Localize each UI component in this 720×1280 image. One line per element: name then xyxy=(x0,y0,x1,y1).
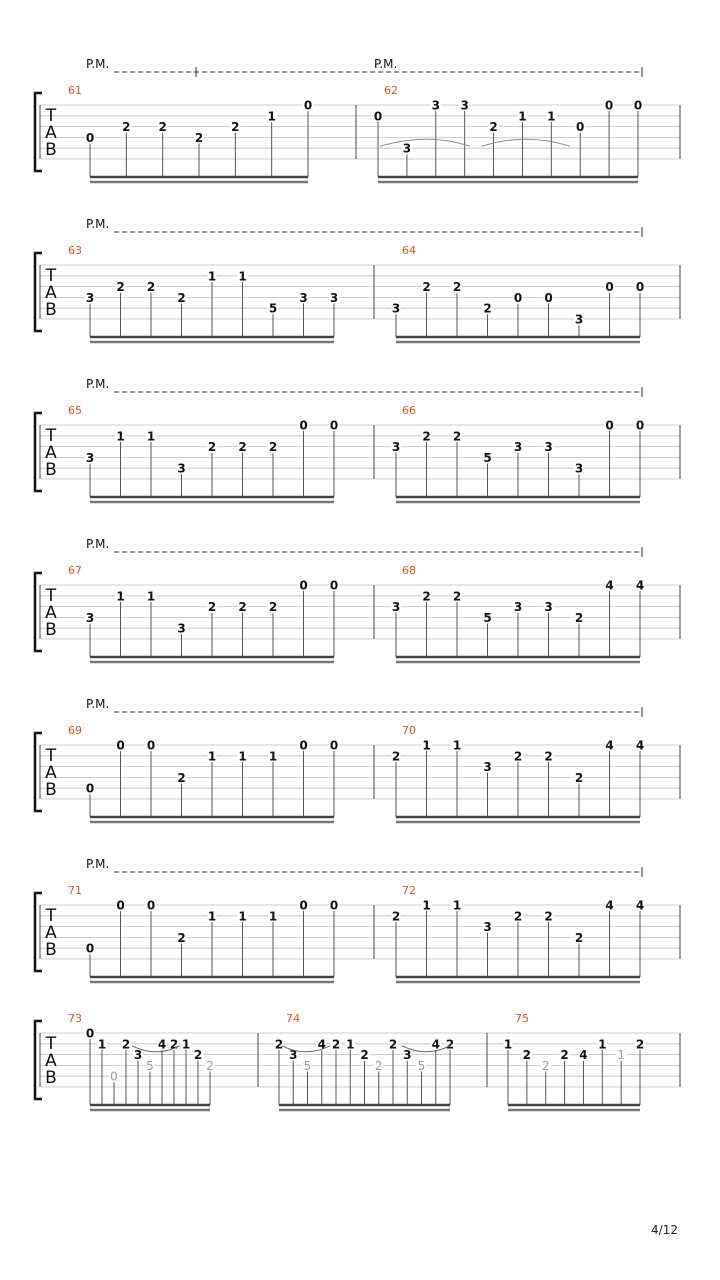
fret-number: 2 xyxy=(513,909,523,924)
fret-number: 3 xyxy=(460,98,469,113)
fret-number: 0 xyxy=(110,1069,118,1084)
tab-clef-letter: A xyxy=(45,443,57,463)
fret-number: 2 xyxy=(574,930,584,945)
fret-number: 2 xyxy=(445,1037,455,1052)
fret-number: 0 xyxy=(299,418,308,433)
measure-number: 72 xyxy=(402,884,416,897)
page-number: 4/12 xyxy=(651,1223,678,1237)
fret-number: 2 xyxy=(513,749,523,764)
fret-number: 2 xyxy=(206,1058,214,1073)
palm-mute-label: P.M. xyxy=(86,377,110,391)
fret-number: 3 xyxy=(391,440,401,455)
fret-number: 2 xyxy=(207,440,217,455)
tab-clef-letter: A xyxy=(45,763,57,783)
fret-number: 0 xyxy=(85,781,95,796)
fret-number: 4 xyxy=(605,578,614,593)
measure-number: 75 xyxy=(515,1012,529,1025)
fret-number: 3 xyxy=(177,621,186,636)
fret-number: 2 xyxy=(489,120,498,135)
tab-clef-letter: A xyxy=(45,123,57,143)
measure-number: 64 xyxy=(402,244,416,257)
fret-number: 1 xyxy=(452,738,462,753)
fret-number: 1 xyxy=(346,1037,355,1052)
fret-number: 4 xyxy=(317,1037,326,1052)
fret-number: 3 xyxy=(574,312,584,327)
fret-number: 2 xyxy=(122,120,131,135)
fret-number: 4 xyxy=(635,578,645,593)
fret-number: 2 xyxy=(193,1048,203,1063)
tab-clef-letter: T xyxy=(45,1034,57,1054)
fret-number: 3 xyxy=(85,290,95,305)
fret-number: 0 xyxy=(635,418,645,433)
fret-number: 4 xyxy=(579,1048,588,1063)
fret-number: 1 xyxy=(518,109,527,124)
fret-number: 2 xyxy=(268,440,278,455)
fret-number: 4 xyxy=(157,1037,167,1052)
fret-number: 3 xyxy=(544,600,553,615)
fret-number: 2 xyxy=(274,1037,284,1052)
fret-number: 2 xyxy=(544,909,553,924)
fret-number: 4 xyxy=(431,1037,440,1052)
measure-number: 67 xyxy=(68,564,82,577)
palm-mute-label: P.M. xyxy=(86,857,110,871)
tab-clef-letter: T xyxy=(45,906,57,926)
tab-clef-letter: A xyxy=(45,923,57,943)
fret-number: 0 xyxy=(329,898,339,913)
fret-number: 1 xyxy=(452,898,462,913)
fret-number: 0 xyxy=(635,280,645,295)
fret-number: 2 xyxy=(207,600,217,615)
fret-number: 0 xyxy=(576,120,585,135)
fret-number: 2 xyxy=(574,610,584,625)
tab-clef-letter: T xyxy=(45,266,57,286)
fret-number: 2 xyxy=(560,1048,569,1063)
fret-number: 1 xyxy=(238,749,247,764)
measure-number: 68 xyxy=(402,564,416,577)
fret-number: 2 xyxy=(635,1037,645,1052)
fret-number: 2 xyxy=(522,1048,532,1063)
tab-clef-letter: T xyxy=(45,106,57,126)
fret-number: 4 xyxy=(635,738,645,753)
fret-number: 1 xyxy=(422,898,431,913)
fret-number: 5 xyxy=(268,301,278,316)
measure-number: 71 xyxy=(68,884,82,897)
fret-number: 0 xyxy=(303,98,313,113)
fret-number: 3 xyxy=(483,760,492,775)
fret-number: 0 xyxy=(146,898,156,913)
fret-number: 2 xyxy=(422,589,431,604)
fret-number: 0 xyxy=(329,418,339,433)
fret-number: 3 xyxy=(85,450,95,465)
measure-number: 74 xyxy=(286,1012,300,1025)
fret-number: 2 xyxy=(268,600,278,615)
fret-number: 2 xyxy=(483,301,492,316)
fret-number: 3 xyxy=(513,600,523,615)
fret-number: 3 xyxy=(513,440,523,455)
fret-number: 4 xyxy=(635,898,645,913)
fret-number: 3 xyxy=(403,1048,412,1063)
fret-number: 2 xyxy=(158,120,167,135)
palm-mute-label: P.M. xyxy=(374,57,398,71)
fret-number: 4 xyxy=(605,898,614,913)
measure-number: 62 xyxy=(384,84,398,97)
measure-number: 61 xyxy=(68,84,82,97)
fret-number: 2 xyxy=(422,280,431,295)
fret-number: 0 xyxy=(299,578,308,593)
fret-number: 2 xyxy=(146,280,156,295)
palm-mute-label: P.M. xyxy=(86,537,110,551)
fret-number: 2 xyxy=(388,1037,398,1052)
fret-number: 3 xyxy=(329,290,339,305)
fret-number: 3 xyxy=(391,301,401,316)
fret-number: 0 xyxy=(146,738,156,753)
fret-number: 1 xyxy=(146,589,156,604)
fret-number: 0 xyxy=(604,98,614,113)
fret-number: 5 xyxy=(417,1058,426,1073)
fret-number: 3 xyxy=(299,290,308,305)
fret-number: 0 xyxy=(329,578,339,593)
fret-number: 1 xyxy=(207,909,217,924)
fret-number: 2 xyxy=(231,120,240,135)
tab-clef-letter: B xyxy=(45,460,57,480)
fret-number: 2 xyxy=(177,290,186,305)
fret-number: 1 xyxy=(238,269,247,284)
fret-number: 0 xyxy=(299,738,308,753)
fret-number: 0 xyxy=(116,738,125,753)
tab-clef-letter: A xyxy=(45,603,57,623)
tab-clef-letter: B xyxy=(45,140,57,160)
fret-number: 2 xyxy=(360,1048,369,1063)
fret-number: 3 xyxy=(133,1048,143,1063)
tab-clef-letter: T xyxy=(45,746,57,766)
tab-clef-letter: B xyxy=(45,1068,57,1088)
fret-number: 3 xyxy=(574,461,584,476)
tab-clef-letter: B xyxy=(45,300,57,320)
fret-number: 5 xyxy=(146,1058,154,1073)
fret-number: 0 xyxy=(605,280,614,295)
fret-number: 0 xyxy=(373,109,383,124)
fret-number: 1 xyxy=(268,749,278,764)
fret-number: 2 xyxy=(177,770,186,785)
tab-clef-letter: A xyxy=(45,283,57,303)
fret-number: 0 xyxy=(85,1026,95,1041)
fret-number: 2 xyxy=(238,600,247,615)
fret-number: 3 xyxy=(177,461,186,476)
fret-number: 3 xyxy=(544,440,553,455)
fret-number: 0 xyxy=(633,98,643,113)
fret-number: 2 xyxy=(452,589,462,604)
fret-number: 2 xyxy=(331,1037,341,1052)
fret-number: 2 xyxy=(391,909,401,924)
tab-clef-letter: B xyxy=(45,620,57,640)
tab-clef-letter: T xyxy=(45,426,57,446)
measure-number: 65 xyxy=(68,404,82,417)
fret-number: 1 xyxy=(503,1037,513,1052)
palm-mute-label: P.M. xyxy=(86,697,110,711)
measure-number: 63 xyxy=(68,244,82,257)
palm-mute-label: P.M. xyxy=(86,57,110,71)
measure-number: 70 xyxy=(402,724,416,737)
fret-number: 2 xyxy=(452,429,462,444)
fret-number: 5 xyxy=(483,610,492,625)
fret-number: 0 xyxy=(605,418,614,433)
fret-number: 3 xyxy=(391,600,401,615)
fret-number: 1 xyxy=(617,1048,625,1063)
fret-number: 2 xyxy=(177,930,186,945)
measure-number: 69 xyxy=(68,724,82,737)
fret-number: 2 xyxy=(452,280,462,295)
fret-number: 0 xyxy=(85,941,95,956)
fret-number: 1 xyxy=(97,1037,107,1052)
measure-number: 73 xyxy=(68,1012,82,1025)
tab-clef-letter: T xyxy=(45,586,57,606)
fret-number: 0 xyxy=(85,130,95,145)
tie-arc xyxy=(482,139,570,146)
tab-clef-letter: B xyxy=(45,940,57,960)
fret-number: 1 xyxy=(268,909,278,924)
fret-number: 1 xyxy=(181,1037,191,1052)
fret-number: 3 xyxy=(289,1048,298,1063)
fret-number: 1 xyxy=(547,109,556,124)
fret-number: 1 xyxy=(267,109,276,124)
fret-number: 3 xyxy=(431,98,440,113)
tie-arc xyxy=(380,139,470,146)
fret-number: 0 xyxy=(544,290,553,305)
fret-number: 2 xyxy=(169,1037,179,1052)
fret-number: 0 xyxy=(513,290,523,305)
fret-number: 5 xyxy=(303,1058,312,1073)
fret-number: 1 xyxy=(422,738,431,753)
fret-number: 2 xyxy=(116,280,125,295)
fret-number: 3 xyxy=(402,141,412,156)
fret-number: 1 xyxy=(116,589,125,604)
fret-number: 1 xyxy=(238,909,247,924)
fret-number: 2 xyxy=(121,1037,131,1052)
fret-number: 0 xyxy=(116,898,125,913)
fret-number: 1 xyxy=(598,1037,607,1052)
fret-number: 3 xyxy=(85,610,95,625)
palm-mute-label: P.M. xyxy=(86,217,110,231)
tab-clef-letter: B xyxy=(45,780,57,800)
fret-number: 2 xyxy=(238,440,247,455)
tab-clef-letter: A xyxy=(45,1051,57,1071)
fret-number: 2 xyxy=(422,429,431,444)
fret-number: 2 xyxy=(541,1058,550,1073)
fret-number: 2 xyxy=(391,749,401,764)
fret-number: 2 xyxy=(574,770,584,785)
fret-number: 1 xyxy=(146,429,156,444)
fret-number: 5 xyxy=(483,450,492,465)
fret-number: 1 xyxy=(207,749,217,764)
fret-number: 2 xyxy=(374,1058,383,1073)
fret-number: 2 xyxy=(544,749,553,764)
fret-number: 1 xyxy=(116,429,125,444)
fret-number: 0 xyxy=(299,898,308,913)
fret-number: 1 xyxy=(207,269,217,284)
fret-number: 3 xyxy=(483,920,492,935)
fret-number: 0 xyxy=(329,738,339,753)
fret-number: 2 xyxy=(194,130,204,145)
fret-number: 4 xyxy=(605,738,614,753)
measure-number: 66 xyxy=(402,404,416,417)
